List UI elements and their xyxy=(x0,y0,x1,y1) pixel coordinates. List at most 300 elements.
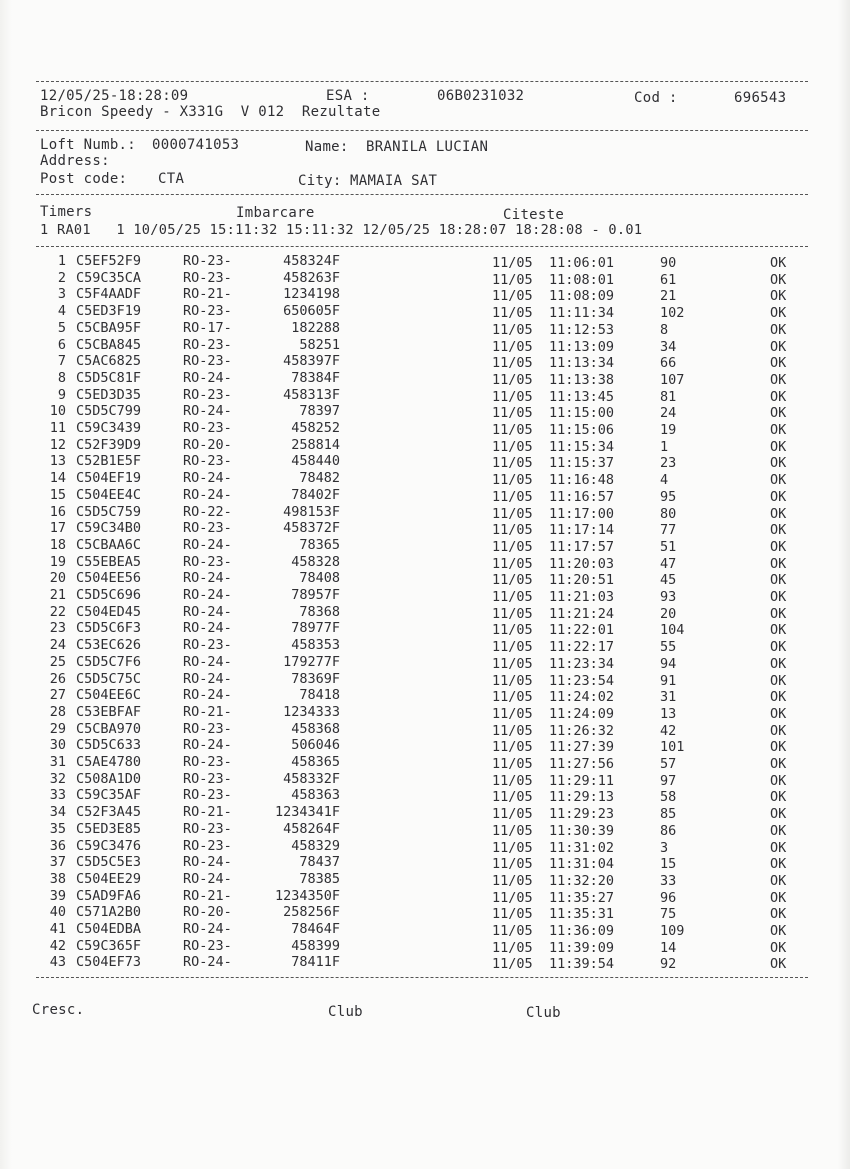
arrival-time: 11:36:09 xyxy=(549,923,615,939)
ring-id: C59C365F xyxy=(76,937,142,954)
rank-value: 58 xyxy=(660,789,677,806)
status-ok: OK xyxy=(770,605,787,622)
ring-number: 1234341F xyxy=(274,804,340,821)
arrival-time: 11:23:54 xyxy=(549,672,615,689)
rank-value: 14 xyxy=(660,939,677,956)
ring-id: C504EE4C xyxy=(76,486,142,503)
rank-value: 93 xyxy=(660,589,677,605)
status-ok: OK xyxy=(770,906,787,923)
rank-value: 4 xyxy=(660,472,669,489)
status-ok: OK xyxy=(770,705,787,722)
ring-prefix: RO-23- xyxy=(183,754,232,770)
status-ok: OK xyxy=(770,589,787,605)
ring-prefix: RO-23- xyxy=(183,937,232,954)
ring-prefix: RO-22- xyxy=(183,503,232,520)
ring-id: C5D5C5E3 xyxy=(76,854,142,871)
rank-value: 97 xyxy=(660,772,677,789)
ring-id: C5D5C633 xyxy=(76,737,142,754)
table-row xyxy=(0,871,850,888)
rank-value: 51 xyxy=(660,538,677,555)
rank-value: 75 xyxy=(660,906,677,923)
row-index: 30 xyxy=(49,737,66,754)
ring-prefix: RO-23- xyxy=(183,353,232,370)
ring-id: C59C35AF xyxy=(76,787,142,804)
table-row xyxy=(0,604,850,621)
rank-value: 21 xyxy=(660,288,677,305)
divider xyxy=(36,81,808,82)
status-ok: OK xyxy=(770,889,787,906)
city-value: MAMAIA SAT xyxy=(350,173,438,189)
table-row xyxy=(0,487,850,504)
ring-prefix: RO-24- xyxy=(183,470,232,487)
ring-number: 458397F xyxy=(283,353,340,370)
table-row xyxy=(0,721,850,738)
rank-value: 42 xyxy=(660,722,677,739)
row-index: 1 xyxy=(57,253,66,269)
rank-value: 91 xyxy=(660,672,677,689)
arrival-date: 11/05 xyxy=(492,572,533,589)
arrival-time: 11:16:57 xyxy=(549,488,615,505)
table-row xyxy=(0,370,850,387)
arrival-time: 11:39:54 xyxy=(549,956,615,973)
row-index: 26 xyxy=(49,670,66,687)
ring-number: 458372F xyxy=(283,520,340,537)
ring-number: 1234198 xyxy=(283,286,340,303)
arrival-time: 11:08:01 xyxy=(549,271,615,288)
table-row xyxy=(0,303,850,320)
arrival-time: 11:15:00 xyxy=(549,405,615,422)
ring-prefix: RO-21- xyxy=(183,286,232,303)
row-index: 33 xyxy=(49,787,66,804)
ring-id: C59C34B0 xyxy=(76,520,142,537)
ring-id: C504ED45 xyxy=(76,603,142,620)
arrival-time: 11:21:24 xyxy=(549,605,615,622)
arrival-date: 11/05 xyxy=(492,288,533,305)
ring-id: C5AE4780 xyxy=(76,754,142,770)
arrival-date: 11/05 xyxy=(492,555,533,572)
ring-number: 1234350F xyxy=(274,887,340,904)
status-ok: OK xyxy=(770,739,787,756)
divider xyxy=(36,977,808,978)
table-row xyxy=(0,687,850,704)
table-row xyxy=(0,787,850,804)
row-index: 17 xyxy=(49,520,66,537)
arrival-time: 11:35:27 xyxy=(549,889,615,906)
arrival-time: 11:06:01 xyxy=(549,255,615,271)
arrival-date: 11/05 xyxy=(492,655,533,672)
ring-number: 258256F xyxy=(283,904,340,921)
arrival-date: 11/05 xyxy=(492,789,533,806)
arrival-date: 11/05 xyxy=(492,839,533,856)
post-code-value: CTA xyxy=(158,171,185,187)
arrival-time: 11:24:09 xyxy=(549,705,615,722)
ring-id: C52F3A45 xyxy=(76,804,142,821)
table-row xyxy=(0,570,850,587)
ring-id: C504EDBA xyxy=(76,921,142,937)
ring-prefix: RO-24- xyxy=(183,870,232,887)
ring-number: 78437 xyxy=(299,854,340,871)
ring-id: C59C3476 xyxy=(76,837,142,854)
row-index: 7 xyxy=(57,353,66,370)
row-index: 14 xyxy=(49,470,66,487)
arrival-time: 11:17:00 xyxy=(549,505,615,522)
row-index: 4 xyxy=(57,303,66,320)
ring-id: C571A2B0 xyxy=(76,904,142,921)
arrival-date: 11/05 xyxy=(492,722,533,739)
ring-id: C5ED3F19 xyxy=(76,303,142,320)
ring-id: C5D5C696 xyxy=(76,587,142,603)
arrival-date: 11/05 xyxy=(492,872,533,889)
status-ok: OK xyxy=(770,939,787,956)
ring-number: 78464F xyxy=(291,921,340,937)
ring-id: C504EE56 xyxy=(76,570,142,587)
row-index: 23 xyxy=(49,620,66,637)
arrival-date: 11/05 xyxy=(492,672,533,689)
arrival-date: 11/05 xyxy=(492,689,533,706)
arrival-time: 11:13:38 xyxy=(549,371,615,388)
arrival-date: 11/05 xyxy=(492,605,533,622)
status-ok: OK xyxy=(770,789,787,806)
row-index: 20 xyxy=(49,570,66,587)
report-datetime: 12/05/25-18:28:09 xyxy=(40,88,189,104)
row-index: 31 xyxy=(49,754,66,770)
arrival-date: 11/05 xyxy=(492,355,533,372)
table-row xyxy=(0,654,850,671)
ring-number: 78957F xyxy=(291,587,340,603)
ring-prefix: RO-21- xyxy=(183,804,232,821)
rank-value: 57 xyxy=(660,756,677,772)
arrival-date: 11/05 xyxy=(492,889,533,906)
status-ok: OK xyxy=(770,822,787,839)
table-row xyxy=(0,921,850,938)
ring-number: 78482 xyxy=(299,470,340,487)
ring-number: 506046 xyxy=(291,737,340,754)
rank-value: 55 xyxy=(660,639,677,656)
row-index: 38 xyxy=(49,870,66,887)
row-index: 21 xyxy=(49,587,66,603)
rank-value: 61 xyxy=(660,271,677,288)
ring-prefix: RO-23- xyxy=(183,453,232,470)
ring-prefix: RO-24- xyxy=(183,670,232,687)
city-label: City: xyxy=(298,173,342,189)
rank-value: 34 xyxy=(660,338,677,355)
row-index: 36 xyxy=(49,837,66,854)
rank-value: 90 xyxy=(660,255,677,271)
ring-id: C5AD9FA6 xyxy=(76,887,142,904)
status-ok: OK xyxy=(770,672,787,689)
arrival-time: 11:26:32 xyxy=(549,722,615,739)
table-row xyxy=(0,437,850,454)
status-ok: OK xyxy=(770,271,787,288)
arrival-date: 11/05 xyxy=(492,806,533,823)
table-row xyxy=(0,470,850,487)
status-ok: OK xyxy=(770,839,787,856)
ring-prefix: RO-23- xyxy=(183,820,232,837)
table-row xyxy=(0,353,850,370)
ring-prefix: RO-23- xyxy=(183,770,232,787)
rank-value: 33 xyxy=(660,872,677,889)
ring-number: 458363 xyxy=(291,787,340,804)
status-ok: OK xyxy=(770,305,787,322)
status-ok: OK xyxy=(770,872,787,889)
arrival-date: 11/05 xyxy=(492,822,533,839)
status-ok: OK xyxy=(770,756,787,772)
arrival-date: 11/05 xyxy=(492,856,533,873)
ring-prefix: RO-24- xyxy=(183,653,232,670)
status-ok: OK xyxy=(770,538,787,555)
arrival-time: 11:23:34 xyxy=(549,655,615,672)
post-code-label: Post code: xyxy=(40,171,128,187)
arrival-time: 11:35:31 xyxy=(549,906,615,923)
ring-number: 1234333 xyxy=(283,703,340,720)
row-index: 28 xyxy=(49,703,66,720)
ring-id: C53EC626 xyxy=(76,637,142,654)
rank-value: 8 xyxy=(660,321,669,338)
ring-number: 458332F xyxy=(283,770,340,787)
status-ok: OK xyxy=(770,923,787,939)
arrival-date: 11/05 xyxy=(492,422,533,438)
ring-prefix: RO-23- xyxy=(183,553,232,570)
divider xyxy=(36,194,808,195)
ring-number: 78977F xyxy=(291,620,340,637)
ring-number: 78408 xyxy=(299,570,340,587)
rank-value: 47 xyxy=(660,555,677,572)
ring-id: C59C35CA xyxy=(76,269,142,286)
ring-prefix: RO-24- xyxy=(183,921,232,937)
arrival-date: 11/05 xyxy=(492,505,533,522)
divider xyxy=(36,246,808,247)
timers-label: Timers xyxy=(40,204,93,220)
table-row xyxy=(0,387,850,404)
citeste-label: Citeste xyxy=(503,207,565,223)
rank-value: 20 xyxy=(660,605,677,622)
status-ok: OK xyxy=(770,856,787,873)
rank-value: 13 xyxy=(660,705,677,722)
ring-number: 458399 xyxy=(291,937,340,954)
row-index: 16 xyxy=(49,503,66,520)
name-label: Name: xyxy=(305,139,349,155)
arrival-date: 11/05 xyxy=(492,956,533,973)
table-row xyxy=(0,253,850,270)
arrival-time: 11:15:37 xyxy=(549,455,615,472)
imbarcare-label: Imbarcare xyxy=(236,205,315,221)
table-row xyxy=(0,286,850,303)
status-ok: OK xyxy=(770,255,787,271)
ring-number: 458263F xyxy=(283,269,340,286)
ring-id: C5AC6825 xyxy=(76,353,142,370)
arrival-date: 11/05 xyxy=(492,622,533,639)
ring-number: 78411F xyxy=(291,954,340,971)
rank-value: 81 xyxy=(660,388,677,405)
status-ok: OK xyxy=(770,555,787,572)
ring-id: C5D5C75C xyxy=(76,670,142,687)
ring-prefix: RO-23- xyxy=(183,253,232,269)
status-ok: OK xyxy=(770,655,787,672)
arrival-time: 11:08:09 xyxy=(549,288,615,305)
ring-prefix: RO-23- xyxy=(183,303,232,320)
arrival-time: 11:29:11 xyxy=(549,772,615,789)
status-ok: OK xyxy=(770,722,787,739)
ring-id: C5EF52F9 xyxy=(76,253,142,269)
ring-number: 498153F xyxy=(283,503,340,520)
ring-id: C5CBAA6C xyxy=(76,536,142,553)
rank-value: 15 xyxy=(660,856,677,873)
arrival-date: 11/05 xyxy=(492,305,533,322)
table-row xyxy=(0,954,850,971)
table-row xyxy=(0,704,850,721)
ring-prefix: RO-24- xyxy=(183,403,232,420)
arrival-time: 11:21:03 xyxy=(549,589,615,605)
ring-prefix: RO-23- xyxy=(183,420,232,436)
rank-value: 85 xyxy=(660,806,677,823)
row-index: 37 xyxy=(49,854,66,871)
cresc-label: Cresc. xyxy=(32,1002,85,1018)
row-index: 13 xyxy=(49,453,66,470)
rank-value: 66 xyxy=(660,355,677,372)
row-index: 41 xyxy=(49,921,66,937)
status-ok: OK xyxy=(770,689,787,706)
ring-number: 78402F xyxy=(291,486,340,503)
row-index: 6 xyxy=(57,336,66,353)
status-ok: OK xyxy=(770,639,787,656)
arrival-date: 11/05 xyxy=(492,255,533,271)
arrival-time: 11:11:34 xyxy=(549,305,615,322)
rank-value: 23 xyxy=(660,455,677,472)
row-index: 3 xyxy=(57,286,66,303)
arrival-time: 11:13:34 xyxy=(549,355,615,372)
ring-id: C5D5C6F3 xyxy=(76,620,142,637)
ring-prefix: RO-24- xyxy=(183,536,232,553)
arrival-date: 11/05 xyxy=(492,939,533,956)
ring-id: C5F4AADF xyxy=(76,286,142,303)
table-row xyxy=(0,637,850,654)
rank-value: 80 xyxy=(660,505,677,522)
arrival-date: 11/05 xyxy=(492,923,533,939)
arrival-time: 11:22:17 xyxy=(549,639,615,656)
row-index: 19 xyxy=(49,553,66,570)
ring-prefix: RO-24- xyxy=(183,620,232,637)
arrival-time: 11:32:20 xyxy=(549,872,615,889)
ring-prefix: RO-20- xyxy=(183,436,232,453)
ring-number: 458313F xyxy=(283,386,340,403)
ring-number: 458324F xyxy=(283,253,340,269)
status-ok: OK xyxy=(770,338,787,355)
ring-id: C504EE29 xyxy=(76,870,142,887)
row-index: 42 xyxy=(49,937,66,954)
rank-value: 77 xyxy=(660,522,677,539)
ring-number: 78384F xyxy=(291,369,340,386)
ring-id: C5ED3E85 xyxy=(76,820,142,837)
table-row xyxy=(0,520,850,537)
row-index: 10 xyxy=(49,403,66,420)
row-index: 32 xyxy=(49,770,66,787)
ring-prefix: RO-24- xyxy=(183,369,232,386)
ring-prefix: RO-23- xyxy=(183,787,232,804)
arrival-date: 11/05 xyxy=(492,371,533,388)
status-ok: OK xyxy=(770,371,787,388)
status-ok: OK xyxy=(770,806,787,823)
ring-prefix: RO-23- xyxy=(183,336,232,353)
ring-prefix: RO-23- xyxy=(183,637,232,654)
ring-id: C5CBA845 xyxy=(76,336,142,353)
arrival-date: 11/05 xyxy=(492,388,533,405)
rank-value: 31 xyxy=(660,689,677,706)
arrival-time: 11:24:02 xyxy=(549,689,615,706)
ring-prefix: RO-24- xyxy=(183,587,232,603)
arrival-time: 11:12:53 xyxy=(549,321,615,338)
ring-prefix: RO-24- xyxy=(183,687,232,704)
arrival-date: 11/05 xyxy=(492,756,533,772)
ring-id: C52B1E5F xyxy=(76,453,142,470)
ring-number: 78369F xyxy=(291,670,340,687)
ring-number: 182288 xyxy=(291,319,340,336)
ring-prefix: RO-24- xyxy=(183,486,232,503)
loft-value: 0000741053 xyxy=(152,137,240,153)
ring-prefix: RO-21- xyxy=(183,703,232,720)
table-row xyxy=(0,838,850,855)
arrival-time: 11:27:39 xyxy=(549,739,615,756)
ring-id: C504EF73 xyxy=(76,954,142,971)
ring-number: 458368 xyxy=(291,720,340,737)
ring-number: 258814 xyxy=(291,436,340,453)
esa-label: ESA : xyxy=(326,88,370,104)
arrival-date: 11/05 xyxy=(492,472,533,489)
ring-number: 78365 xyxy=(299,536,340,553)
row-index: 29 xyxy=(49,720,66,737)
rank-value: 19 xyxy=(660,422,677,438)
status-ok: OK xyxy=(770,288,787,305)
ring-number: 78418 xyxy=(299,687,340,704)
ring-number: 78397 xyxy=(299,403,340,420)
table-row xyxy=(0,420,850,437)
status-ok: OK xyxy=(770,405,787,422)
table-row xyxy=(0,554,850,571)
ring-id: C5D5C7F6 xyxy=(76,653,142,670)
ring-id: C52F39D9 xyxy=(76,436,142,453)
table-row xyxy=(0,270,850,287)
ring-id: C504EE6C xyxy=(76,687,142,704)
table-row xyxy=(0,754,850,771)
arrival-date: 11/05 xyxy=(492,438,533,455)
ring-prefix: RO-23- xyxy=(183,269,232,286)
row-index: 15 xyxy=(49,486,66,503)
ring-number: 458328 xyxy=(291,553,340,570)
arrival-date: 11/05 xyxy=(492,906,533,923)
rank-value: 109 xyxy=(660,923,685,939)
arrival-date: 11/05 xyxy=(492,639,533,656)
ring-prefix: RO-24- xyxy=(183,737,232,754)
status-ok: OK xyxy=(770,772,787,789)
table-row xyxy=(0,854,850,871)
table-row xyxy=(0,587,850,604)
rank-value: 94 xyxy=(660,655,677,672)
arrival-time: 11:17:57 xyxy=(549,538,615,555)
ring-prefix: RO-17- xyxy=(183,319,232,336)
row-index: 25 xyxy=(49,653,66,670)
row-index: 18 xyxy=(49,536,66,553)
arrival-date: 11/05 xyxy=(492,405,533,422)
status-ok: OK xyxy=(770,472,787,489)
arrival-time: 11:17:14 xyxy=(549,522,615,539)
status-ok: OK xyxy=(770,455,787,472)
name-value: BRANILA LUCIAN xyxy=(366,139,489,155)
status-ok: OK xyxy=(770,956,787,973)
rank-value: 95 xyxy=(660,488,677,505)
arrival-time: 11:30:39 xyxy=(549,822,615,839)
arrival-date: 11/05 xyxy=(492,338,533,355)
status-ok: OK xyxy=(770,522,787,539)
status-ok: OK xyxy=(770,355,787,372)
